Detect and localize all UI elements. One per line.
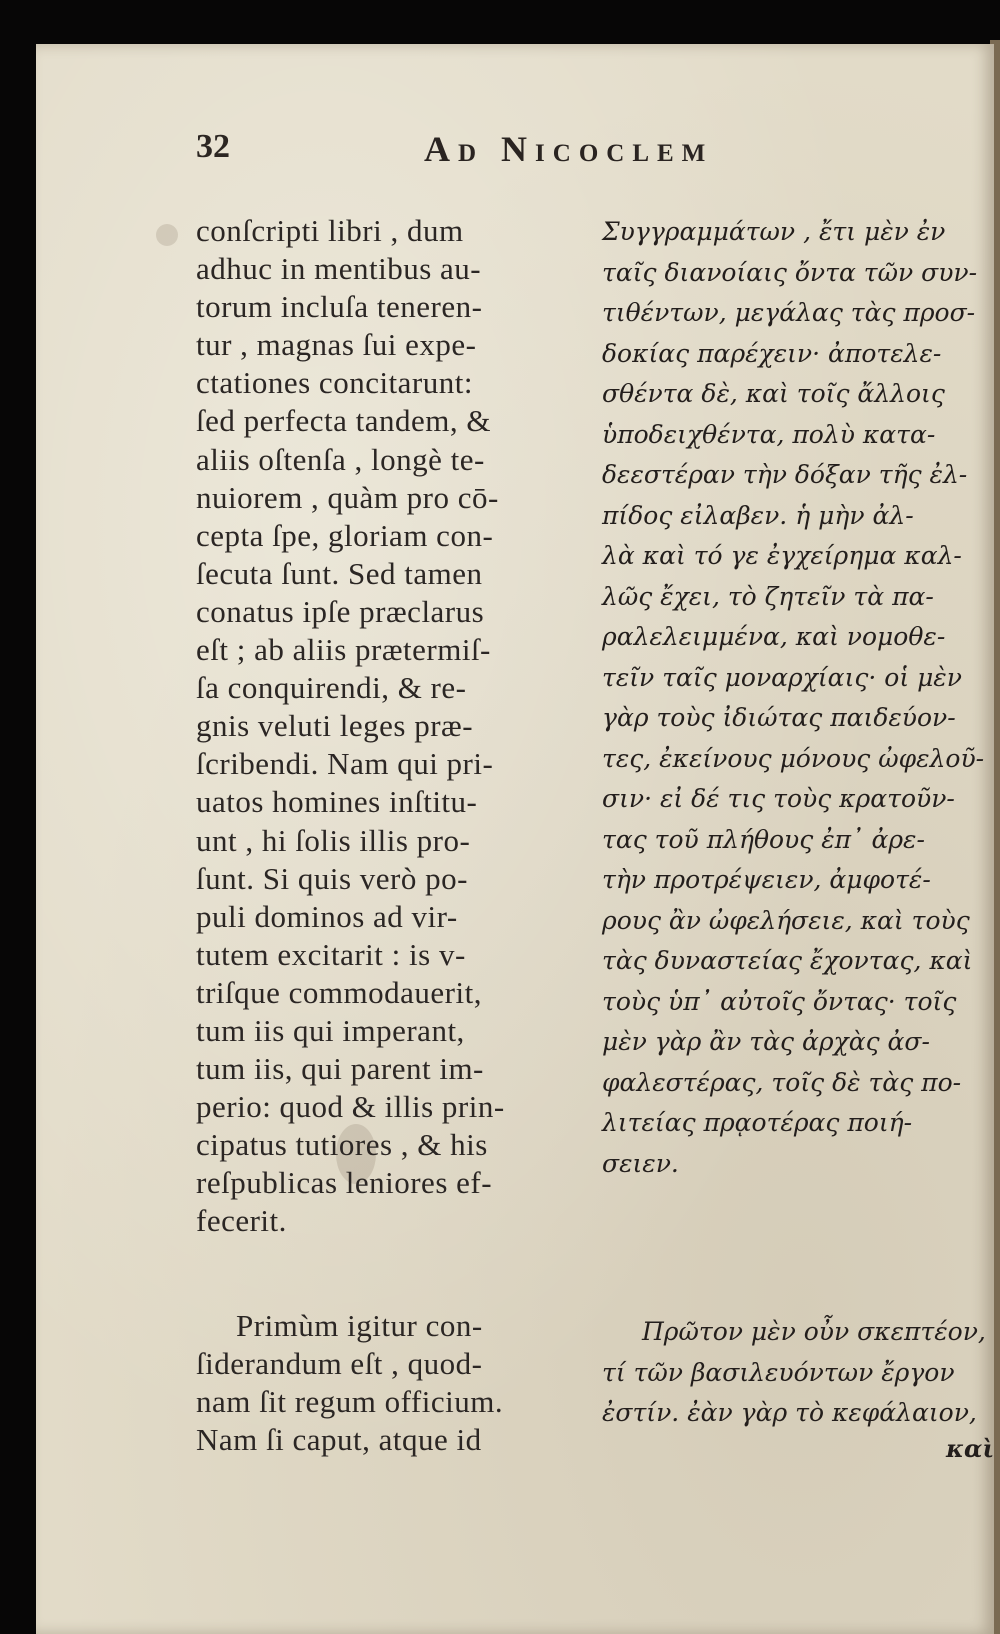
- greek-line: τεῖν ταῖς μοναρχίαις· οἱ μὲν: [602, 662, 962, 692]
- greek-line: Πρῶτον μὲν οὖν σκεπτέον,: [642, 1317, 986, 1346]
- latin-line: nuiorem , quàm pro cō-: [196, 479, 499, 515]
- latin-line: tur , magnas ſui expe-: [196, 327, 477, 363]
- latin-line: uatos homines inſtitu-: [196, 784, 478, 820]
- greek-line: ταῖς διανοίαις ὄντα τῶν συν-: [602, 257, 978, 287]
- greek-line: λιτείας πρᾳοτέρας ποιή-: [602, 1108, 913, 1137]
- greek-line: τας τοῦ πλήθους ἐπ᾽ ἀρε-: [602, 824, 925, 854]
- latin-line: puli dominos ad vir-: [196, 898, 458, 934]
- greek-line: τες, ἐκείνους μόνους ὠφελοῦ-: [602, 743, 985, 773]
- latin-line: aliis oſtenſa , longè te-: [196, 441, 485, 477]
- latin-line: nam ſit regum officium.: [196, 1384, 504, 1420]
- book-page: [36, 44, 994, 1634]
- latin-line: ctationes concitarunt:: [196, 365, 473, 401]
- latin-line: ſunt. Si quis verò po-: [196, 860, 468, 896]
- greek-paragraph-2: [602, 1312, 986, 1434]
- greek-line: μὲν γὰρ ἂν τὰς ἀρχὰς ἀσ-: [602, 1027, 930, 1056]
- latin-line: ſecuta ſunt. Sed tamen: [196, 555, 483, 591]
- greek-line: σιν· εἰ δέ τις τοὺς κρατοῦν-: [602, 784, 955, 813]
- latin-line: fecerit.: [196, 1203, 287, 1239]
- greek-line: τὴν προτρέψειεν, ἀμφοτέ-: [602, 865, 931, 894]
- greek-line: γὰρ τοὺς ἰδιώτας παιδεύον-: [602, 703, 956, 732]
- running-head: Ad Nicoclem: [424, 129, 714, 169]
- greek-line: τί τῶν βασιλευόντων ἔργον: [602, 1357, 955, 1387]
- latin-line: tum iis qui imperant,: [196, 1012, 465, 1048]
- latin-line: reſpublicas leniores ef-: [196, 1165, 493, 1201]
- greek-line: σειεν.: [602, 1148, 679, 1178]
- latin-line: tutem excitarit : is v-: [196, 936, 466, 972]
- latin-paragraph-1: [196, 212, 606, 1241]
- latin-line: Primùm igitur con-: [236, 1308, 483, 1343]
- greek-line: ἐστίν. ἐὰν γὰρ τὸ κεφάλαιον,: [602, 1398, 977, 1427]
- greek-line: ρους ἂν ὠφελήσειε, καὶ τοὺς: [602, 905, 970, 935]
- latin-line: eſt ; ab aliis prætermiſ-: [196, 632, 491, 668]
- latin-line: gnis veluti leges præ-: [196, 708, 474, 744]
- latin-line: cipatus tutiores , & his: [196, 1127, 488, 1163]
- page-number: 32: [196, 128, 230, 165]
- latin-line: adhuc in mentibus au-: [196, 251, 482, 287]
- latin-paragraph-2: [196, 1307, 606, 1459]
- greek-line: λῶς ἔχει, τὸ ζητεῖν τὰ πα-: [602, 581, 934, 611]
- greek-line: δεεστέραν τὴν δόξαν τῆς ἐλ-: [602, 460, 968, 489]
- latin-line: ſcribendi. Nam qui pri-: [196, 746, 494, 782]
- latin-line: triſque commodauerit,: [196, 974, 482, 1010]
- greek-line: τοὺς ὑπ᾽ αὐτοῖς ὄντας· τοῖς: [602, 986, 957, 1016]
- greek-line: Συγγραμμάτων , ἔτι μὲν ἐν: [602, 217, 946, 246]
- latin-line: conſcripti libri , dum: [196, 213, 464, 248]
- greek-line: λὰ καὶ τό γε ἐγχείρημα καλ-: [602, 541, 962, 570]
- latin-line: perio: quod & illis prin-: [196, 1089, 505, 1125]
- latin-line: ſiderandum eſt , quod-: [196, 1346, 483, 1382]
- latin-line: ſed perfecta tandem, &: [196, 403, 492, 439]
- greek-line: ὑποδειχθέντα, πολὺ κατα-: [602, 419, 936, 449]
- latin-line: torum incluſa teneren-: [196, 289, 483, 325]
- greek-line: τιθέντων, μεγάλας τὰς προσ-: [602, 298, 976, 327]
- latin-line: conatus ipſe præclarus: [196, 593, 485, 629]
- greek-paragraph-1: [602, 212, 985, 1184]
- latin-line: cepta ſpe, gloriam con-: [196, 517, 494, 553]
- greek-line: τὰς δυναστείας ἔχοντας, καὶ: [602, 946, 973, 975]
- latin-line: tum iis, qui parent im-: [196, 1051, 484, 1087]
- greek-line: ραλελειμμένα, καὶ νομοθε-: [602, 622, 946, 651]
- greek-line: φαλεστέρας, τοῖς δὲ τὰς πο-: [602, 1067, 962, 1097]
- latin-line: unt , hi ſolis illis pro-: [196, 822, 471, 858]
- catchword: καὶ: [946, 1434, 995, 1463]
- greek-line: πίδος εἰλαβεν. ἡ μὴν ἀλ-: [602, 500, 914, 530]
- latin-line: ſa conquirendi, & re-: [196, 670, 467, 706]
- greek-line: σθέντα δὲ, καὶ τοῖς ἄλλοις: [602, 379, 945, 408]
- latin-line: Nam ſi caput, atque id: [196, 1422, 482, 1458]
- greek-line: δοκίας παρέχειν· ἀποτελε-: [602, 338, 942, 368]
- page-header: [36, 122, 994, 172]
